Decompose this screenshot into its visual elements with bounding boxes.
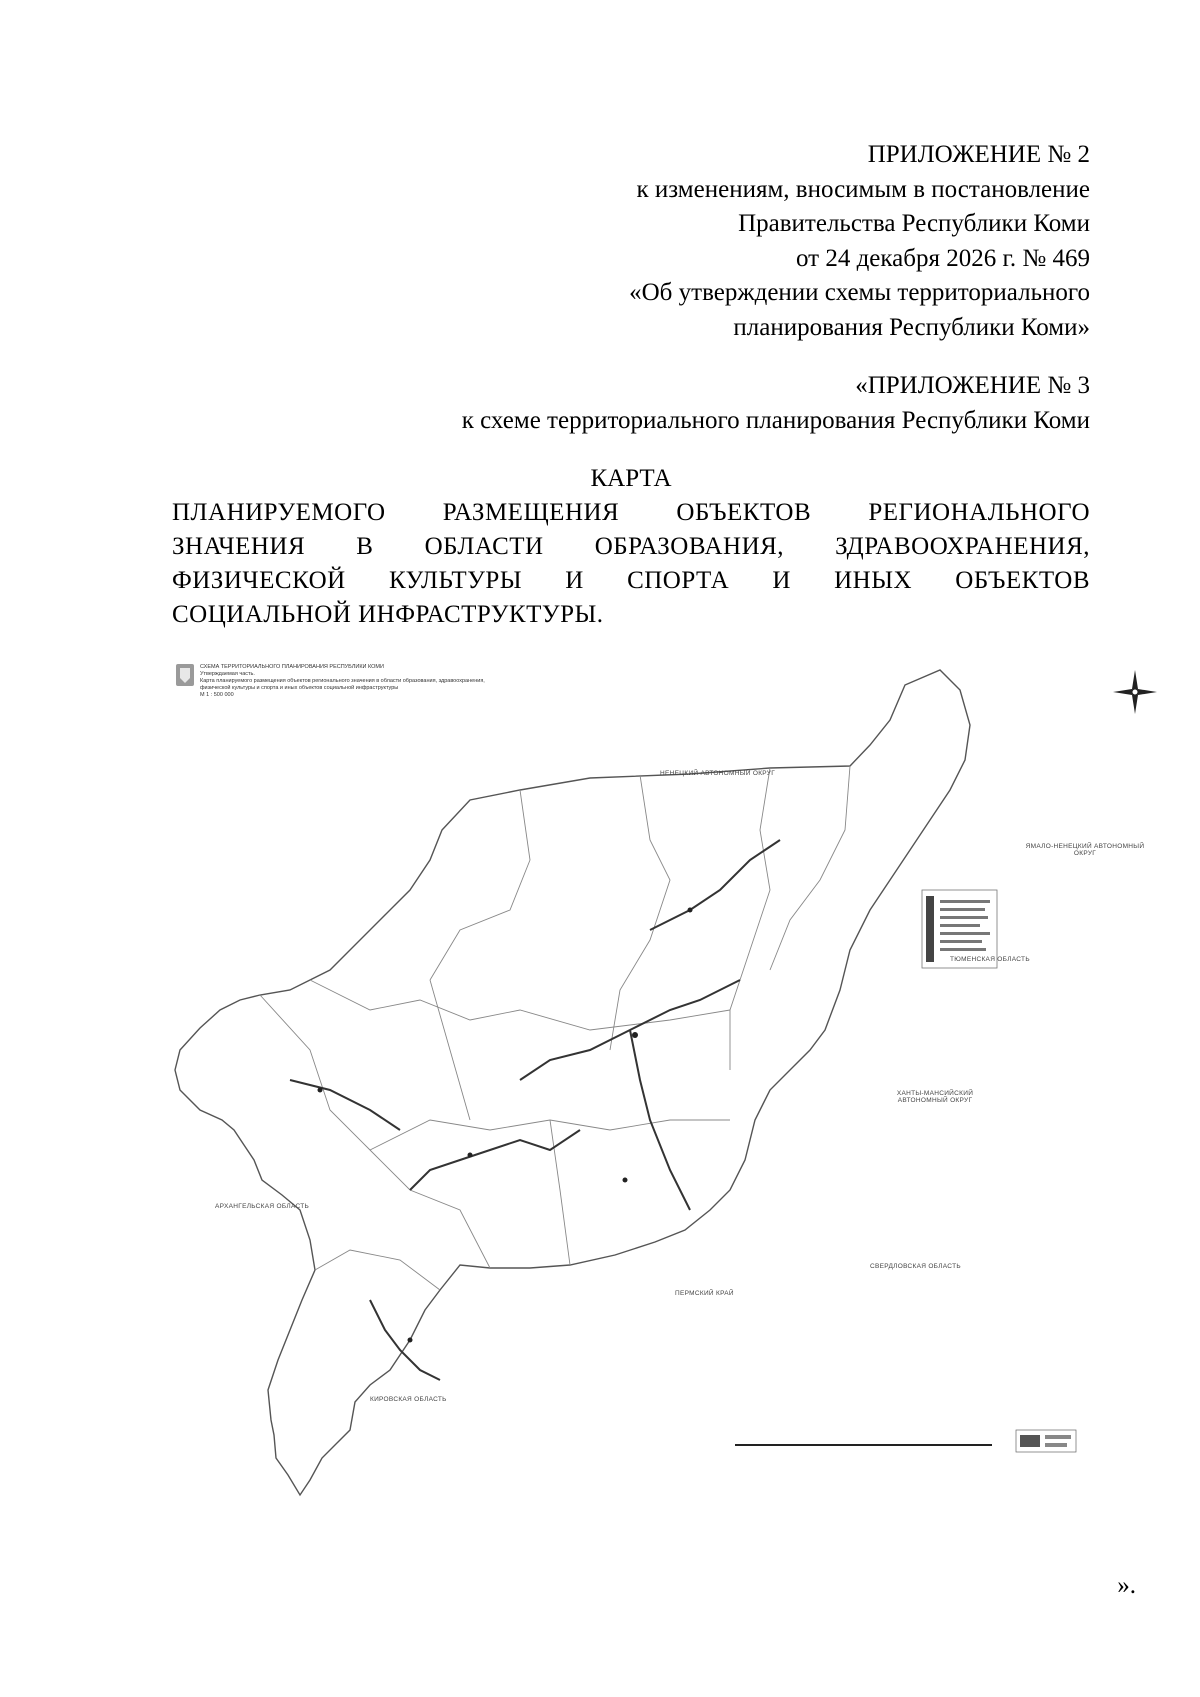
map-title [172, 462, 1090, 632]
header-line: от 24 декабря 2026 г. № 469 [795, 244, 1090, 272]
district-boundaries [260, 766, 850, 1290]
appendix-number: ПРИЛОЖЕНИЕ № 2 [867, 141, 1090, 168]
map-title-line: СОЦИАЛЬНОЙ ИНФРАСТРУКТУРЫ. [172, 601, 604, 628]
map-title-line: ЗНАЧЕНИЯ В ОБЛАСТИ ОБРАЗОВАНИЯ, ЗДРАВООХРАНЕНИЯ, [172, 533, 1090, 560]
coat-of-arms-icon [176, 664, 194, 686]
header-block [390, 138, 1090, 345]
legend-line: Утверждаемая часть. [200, 671, 255, 677]
header-line: Правительства Республики Коми [738, 210, 1090, 237]
neighbor-label-perm: ПЕРМСКИЙ КРАЙ [675, 1290, 734, 1297]
legend-line: Карта планируемого размещения объектов регионального значения в области образования, здравоохранения, [200, 678, 485, 684]
territorial-planning-map [170, 650, 1180, 1605]
map-legend-header [200, 664, 620, 699]
appendix-3-subtitle: к схеме территориального планирования Республики Коми [461, 406, 1090, 434]
neighbor-label-arkhangelsk: АРХАНГЕЛЬСКАЯ ОБЛАСТЬ [215, 1203, 310, 1210]
settlement-markers [318, 908, 693, 1343]
legend-line: СХЕМА ТЕРРИТОРИАЛЬНОГО ПЛАНИРОВАНИЯ РЕСПУБЛИКИ КОМИ [200, 664, 384, 670]
neighbor-label-sverdlovsk: СВЕРДЛОВСКАЯ ОБЛАСТЬ [870, 1263, 961, 1270]
closing-quote: ». [1117, 1572, 1136, 1599]
map-drawing [170, 650, 1180, 1605]
appendix-3-number: «ПРИЛОЖЕНИЕ № 3 [855, 372, 1090, 399]
map-title-heading: КАРТА [590, 465, 672, 492]
scale-bar [735, 1430, 1076, 1452]
neighbor-label-kirov: КИРОВСКАЯ ОБЛАСТЬ [370, 1396, 447, 1403]
legend-line: М 1 : 500 000 [200, 692, 234, 698]
appendix-3-block [190, 369, 1090, 438]
header-line: к изменениям, вносимым в постановление [636, 175, 1090, 203]
compass-rose-icon [1113, 670, 1157, 714]
legend-line: физической культуры и спорта и иных объектов социальной инфраструктуры [200, 685, 399, 691]
road-network [290, 840, 780, 1380]
neighbor-label-khanty: ХАНТЫ-МАНСИЙСКИЙ АВТОНОМНЫЙ ОКРУГ [896, 1090, 974, 1104]
header-line: «Об утверждении схемы территориального [629, 279, 1090, 306]
map-title-line: ФИЗИЧЕСКОЙ КУЛЬТУРЫ И СПОРТА И ИНЫХ ОБЪЕКТОВ [172, 567, 1090, 594]
neighbor-label-tyumen: ТЮМЕНСКАЯ ОБЛАСТЬ [950, 956, 1030, 963]
map-title-line: ПЛАНИРУЕМОГО РАЗМЕЩЕНИЯ ОБЪЕКТОВ РЕГИОНАЛЬНОГО [172, 499, 1090, 526]
region-outline [175, 670, 970, 1495]
header-line: планирования Республики Коми» [733, 313, 1090, 341]
neighbor-label-yamal: ЯМАЛО-НЕНЕЦКИЙ АВТОНОМНЫЙ ОКРУГ [1025, 843, 1145, 857]
neighbor-label-nenets: НЕНЕЦКИЙ АВТОНОМНЫЙ ОКРУГ [660, 770, 776, 777]
